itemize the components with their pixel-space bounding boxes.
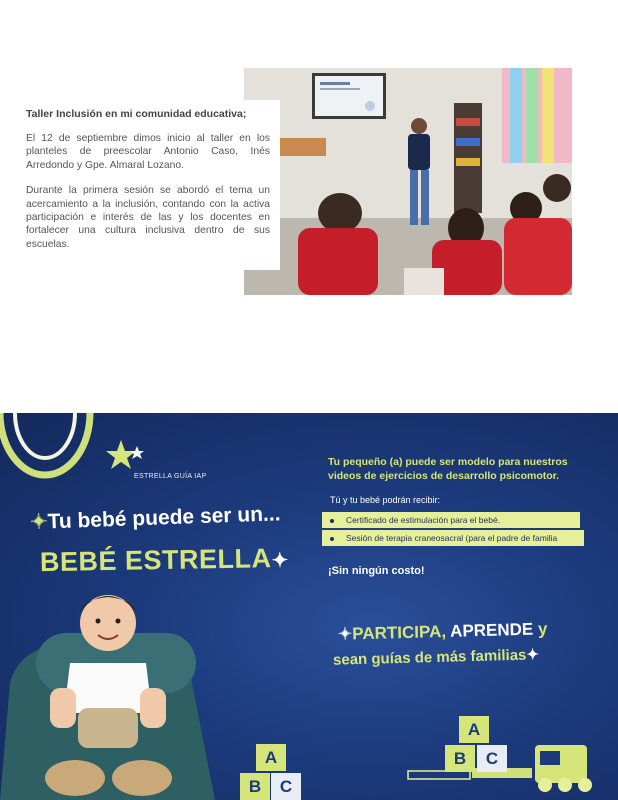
estrella-guia-star-icon [105,438,145,474]
benefit-item [322,512,580,528]
block-letter: C [477,745,507,772]
headline-line-2 [40,543,289,578]
article-paragraph-2: Durante la primera sesión se abordó el tema un acercamiento a la inclusión, contando con la activa participación e interés de las y los docentes en fortalecer una cultura inclusiva dentro de sus escuelas. [26,185,270,250]
headline-line-2-text: BEBÉ ESTRELLA [39,543,272,578]
article-paragraph-1: El 12 de septiembre dimos inicio al taller en los planteles de preescolar Antonio Caso, Inés Arredondo y Gpe. Almaral Lozano. [26,133,270,171]
brand-name: ESTRELLA GUÍA IAP [134,473,207,480]
benefit-text: Sesión de terapia craneosacral (para el padre de familia [346,533,558,543]
classroom-photo-illustration [244,68,572,295]
cta-word-y: y [533,619,548,639]
benefit-text: Certificado de estimulación para el bebé. [346,515,501,525]
star-sparkle-icon: ✦ [526,646,540,664]
classroom-photo [244,68,572,295]
cta-word-aprende: APRENDE [449,619,534,641]
promo-text: Tu pequeño (a) puede ser modelo para nuestros videos de ejercicios de desarrollo psicomotor. [328,456,568,482]
block-letter: A [459,716,489,743]
star-sparkle-icon: ✦ [29,510,48,534]
block-letter: C [271,773,301,800]
headline-line-1-text: Tu bebé puede ser un... [47,502,281,534]
block-letter: B [240,773,270,800]
benefit-item [322,530,584,546]
article-text-box [18,100,280,270]
no-cost-text: ¡Sin ningún costo! [328,565,425,577]
block-letter: A [256,744,286,771]
block-letter: B [445,745,475,772]
cta-line-2-text: sean guías de más familias [332,646,527,669]
star-sparkle-icon: ✦ [271,549,290,573]
bullet-icon [330,519,334,523]
article-title: Taller Inclusión en mi comunidad educativa; [26,108,247,120]
star-sparkle-icon: ✦ [337,624,353,644]
cta-word-participa: PARTICIPA, [352,621,451,644]
benefits-title: Tú y tu bebé podrán recibir: [330,495,441,505]
bullet-icon [330,537,334,541]
